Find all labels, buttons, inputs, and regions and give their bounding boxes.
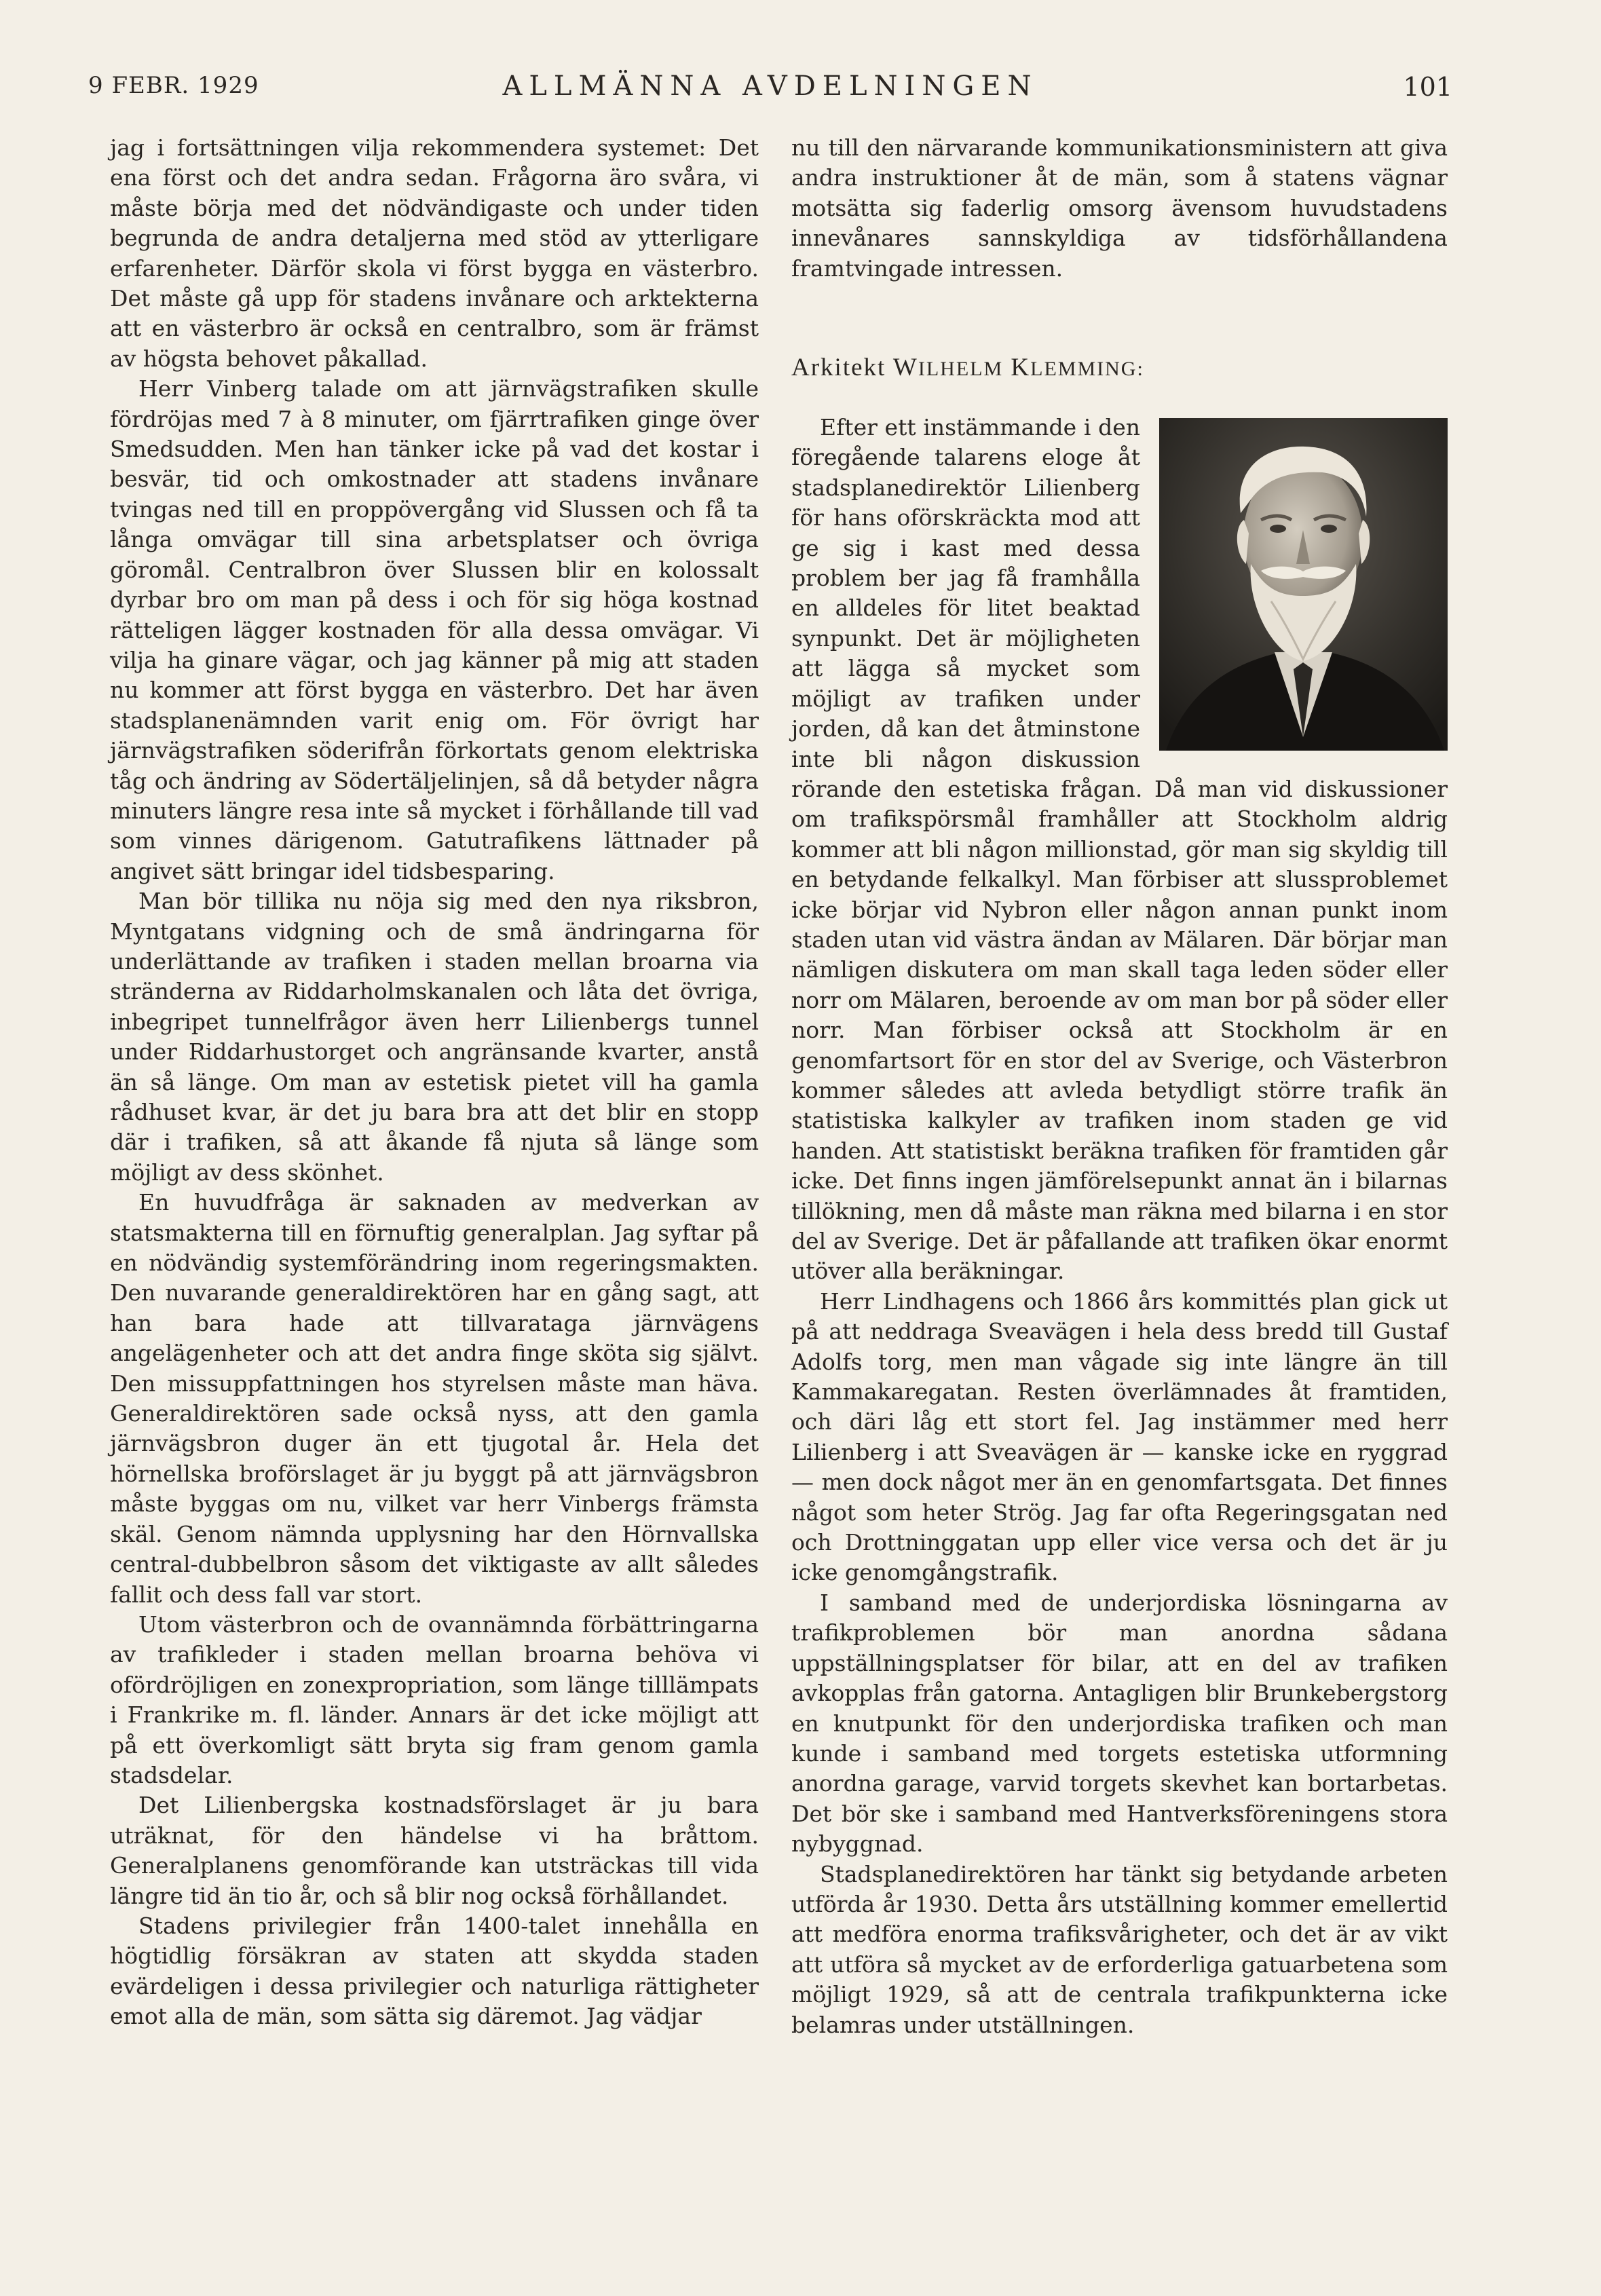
speaker-last-initial: K (1011, 354, 1031, 382)
paragraph: I samband med de underjordiska lösningarna av trafikproblemen bör man anordna sådana uppställningsplatser för bilar, att en del av trafiken avkopplas från gatorna. Antagligen blir Brunkebergstorg en knutpunkt för den underjordiska trafiken och man kunde i samband med torgets estetiska utformning anordna garage, varvid torgets skevhet kan bortarbetas. Det bör ske i samband med Hantverksföreningens stora nybyggnad. (791, 1589, 1448, 1858)
speaker-heading (791, 353, 1448, 384)
paragraph: Det Lilienbergska kostnadsförslaget är ju bara uträknat, för den händelse vi ha bråttom. Generalplanens genomförande kan utsträckas till vida längre tid än tio år, och så blir nog också förhållandet. (110, 1792, 759, 1909)
paragraph: Stadsplanedirektören har tänkt sig betydande arbeten utförda år 1930. Detta års utställning kommer emellertid att medföra enorma trafiksvårigheter, och det är av vikt att utföra så mycket av de erforderliga gatuarbetena som möjligt 1929, så att de centrala trafikpunkterna icke belamras under utställningen. (791, 1860, 1448, 2038)
paragraph: Herr Vinberg talade om att järnvägstrafiken skulle fördröjas med 7 à 8 minuter, om fjärrtrafiken ginge över Smedsudden. Men han tänker icke på vad det kostar i besvär, tid och omkostnader att stadens invånare tvingas ned till en proppövergång vid Slussen och få ta långa omvägar till sina arbetsplatser och övriga göromål. Centralbron över Slussen blir en kolossalt dyrbar bro om man på dess i och för sig höga kostnad rätteligen lägger kostnaden för alla dessa omvägar. Vi vilja ha ginare vägar, och jag känner på mig att staden nu kommer att först bygga en västerbro. Det har även stadsplanenämnden varit enig om. För övrigt har järnvägstrafiken söderifrån förkortats genom elektriska tåg och ändring av Södertäljelinjen, så då betyder några minuters längre resa inte så mycket i förhållande till vad som vinnes därigenom. Gatutrafikens lättnader på angivet sätt bringar idel tidsbesparing. (110, 375, 759, 884)
header-date: 9 FEBR. 1929 (88, 72, 259, 99)
paragraph: Man bör tillika nu nöja sig med den nya riksbron, Myntgatans vidgning och de små ändringarna för underlättande av trafiken i staden mellan broarna via stränderna av Riddarholmskanalen och låta det övriga, inbegripet tunnelfrågor även herr Lilienbergs tunnel under Riddarhustorget och angränsande kvarter, anstå än så länge. Om man av estetisk pietet vill ha gamla rådhuset kvar, är det ju bara bra att det blir en stopp där i trafiken, så att åkande få njuta så länge som möjligt av dess skönhet. (110, 888, 759, 1186)
portrait-photo-icon (1159, 418, 1448, 751)
left-column (110, 133, 759, 2032)
paragraph: jag i fortsättningen vilja rekommendera systemet: Det ena först och det andra sedan. Frågorna äro svåra, vi måste börja med det nödvändigaste och under tiden begrunda de andra detaljerna med stöd av ytterligare erfarenheter. Därför skola vi först bygga en västerbro. Det måste gå upp för stadens invånare och arktekterna att en västerbro är också en centralbro, som är främst av högsta behovet påkallad. (110, 134, 759, 372)
paragraph: Efter ett instämmande i den föregående talarens eloge åt stadsplanedirektör Lilienberg för hans oförskräckta mod att ge sig i kast med dessa problem ber jag få framhålla en alldeles för litet beaktad synpunkt. Det är möjligheten att lägga så mycket som möjligt av trafiken under jorden, då kan det åtminstone inte bli någon diskussion rörande den estetiska frågan. Då man vid diskussioner om trafikspörsmål framhåller att Stockholm aldrig kommer att bli någon millionstad, gör man sig skyldig till en betydande felkalkyl. Man förbiser att slussproblemet icke börjar vid Nybron eller någon annan punkt inom staden utan vid västra ändan av Mälaren. Där börjar man nämligen diskutera om man skall taga leden söder eller norr om Mälaren, beroende av om man bor på söder eller norr. Man förbiser också att Stockholm är en genomfartsort för en stor del av Sverige, och Västerbron kommer således att avleda betydligt större trafik än statistiska kalkyler av trafiken inom staden ge vid handen. Att statistiskt beräkna trafiken för framtiden går icke. Det finns ingen jämförelsepunkt annat än i bilarnas tillökning, men då måste man räkna med bilarna i en stor del av Sverige. Det är påfallande att trafiken ökar enormt utöver alla beräkningar. (791, 414, 1448, 1285)
speaker-last-rest: LEMMING: (1030, 358, 1144, 381)
page-header (88, 68, 1452, 109)
header-section-title: ALLMÄNNA AVDELNINGEN (502, 71, 1038, 102)
right-column (791, 133, 1448, 2040)
paragraph: Utom västerbron och de ovannämnda förbättringarna av trafikleder i staden mellan broarna behöva vi ofördröjligen en zonexpropriation, som länge tilllämpats i Frankrike m. fl. länder. Annars är det icke möjligt att på ett överkomligt sätt bryta sig fram genom gamla stadsdelar. (110, 1611, 759, 1788)
speaker-title: Arkitekt (791, 354, 886, 382)
paragraph: Stadens privilegier från 1400-talet innehålla en högtidlig försäkran av staten att skydda staden evärdeligen i dessa privilegier och naturliga rättigheter emot alla de män, som sätta sig däremot. Jag vädjar (110, 1912, 759, 2030)
paragraph: Herr Lindhagens och 1866 års kommittés plan gick ut på att neddraga Sveavägen i hela dess bredd till Gustaf Adolfs torg, men man vågade sig inte längre än till Kammakaregatan. Resten överlämnades åt framtiden, och däri låg ett stort fel. Jag instämmer med herr Lilienberg i att Sveavägen är — kanske icke en ryggrad — men dock något mer än en genomfartsgata. Det finnes något som heter Strög. Jag far ofta Regeringsgatan ned och Drottninggatan upp eller vice versa och det är ju icke genomgångstrafik. (791, 1287, 1448, 1586)
page-number: 101 (1403, 72, 1452, 102)
speaker-first-rest: ILHELM (918, 358, 1004, 381)
paragraph: En huvudfråga är saknaden av medverkan av statsmakterna till en förnuftig generalplan. Jag syftar på en nödvändig systemförändring inom regeringsmakten. Den nuvarande generaldirektören har en gång sagt, att han bara hade att tillvarataga järnvägens angelägenheter och att det andra finge sköta sig självt. Den missuppfattningen hos styrelsen måste man häva. Generaldirektören sade också nyss, att den gamla järnvägsbron duger än ett tjugotal år. Hela det hörnellska broförslaget är ju byggt på att järnvägsbron måste byggas om nu, vilket var herr Vinbergs främsta skäl. Genom nämnda upplysning har den Hörnvallska central-dubbelbron såsom det viktigaste av allt således fallit och dess fall var stort. (110, 1189, 759, 1608)
speaker-first-initial: W (892, 354, 918, 382)
continuation-paragraph: nu till den närvarande kommunikationsministern att giva andra instruktioner åt de män, som å statens vägnar motsätta sig faderlig omsorg ävensom huvudstadens innevånares sannskyldiga av tidsförhållandena framtvingade intressen. (791, 134, 1448, 282)
